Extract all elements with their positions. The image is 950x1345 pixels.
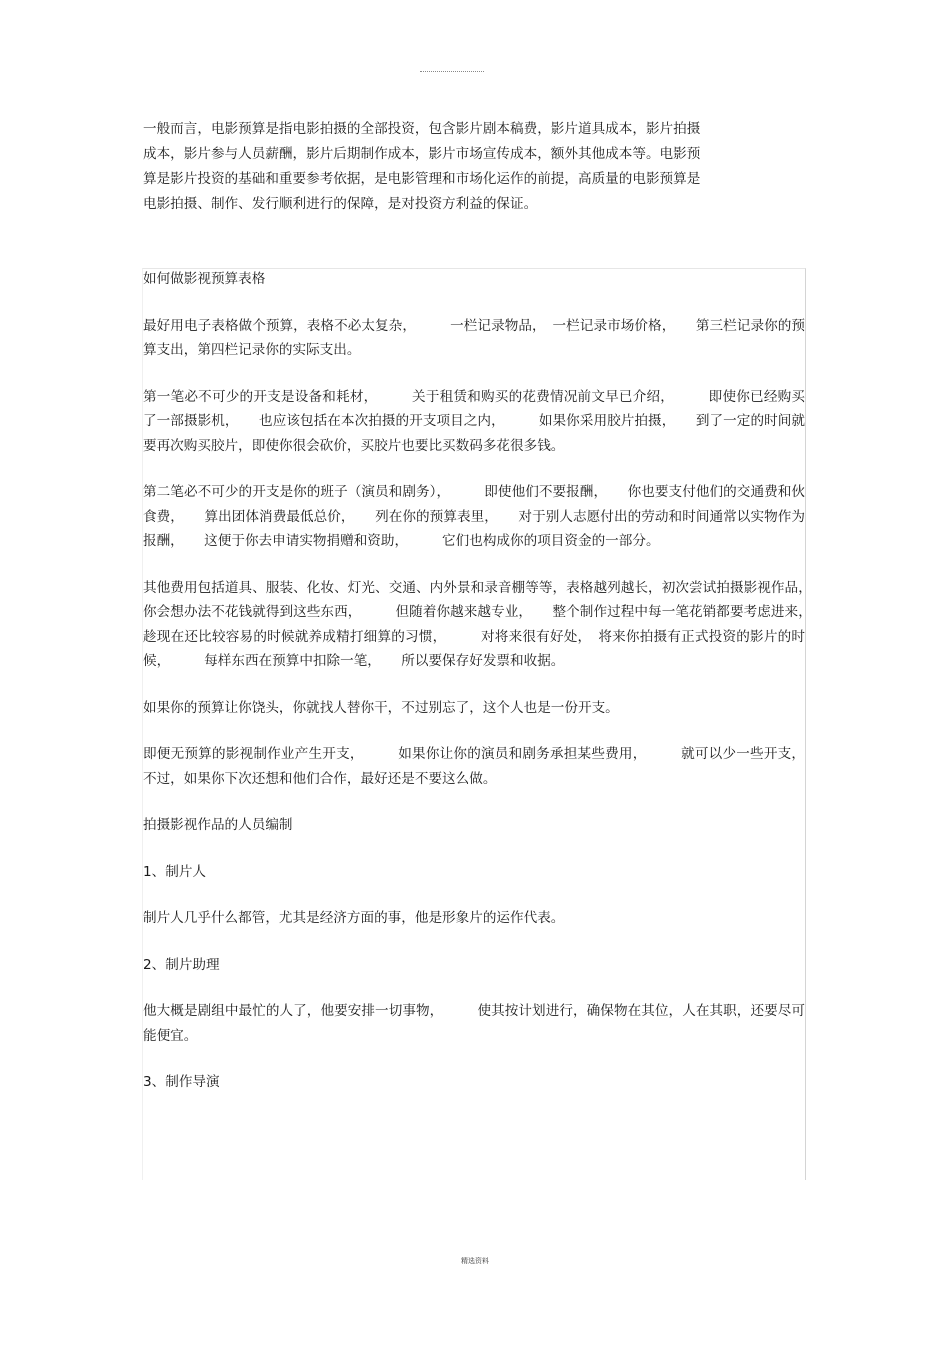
page-footer: 精选资料 xyxy=(461,1257,489,1265)
staff-item-2-text: 他大概是剧组中最忙的人了，他要安排一切事物， 使其按计划进行，确保物在其位，人在其职，还要尽可能便宜。 xyxy=(143,1003,805,1044)
paragraph-4: 其他费用包括道具、服装、化妆、灯光、交通、内外景和录音棚等等，表格越列越长，初次尝试拍摄影视作品， 你会想办法不花钱就得到这些东西， 但随着你越来越专业， 整个制作过程中每一笔花销都要考虑进来， 趁现在还比较容易的时候就养成精打细算的习惯， 对将来很有好处， 将来你拍摄有正式投资的影片的时候， 每样东西在预算中扣除一笔， 所以要保存好发票和收据。 xyxy=(143,579,846,669)
staff-item-1-text: 制片人几乎什么都管，尤其是经济方面的事，他是形象片的运作代表。 xyxy=(143,910,565,926)
staff-section-title: 拍摄影视作品的人员编制 xyxy=(143,817,293,833)
section-title: 如何做影视预算表格 xyxy=(143,271,266,287)
staff-item-1-title: 1、制片人 xyxy=(143,863,207,880)
paragraph-1: 最好用电子表格做个预算，表格不必太复杂， 一栏记录物品， 一栏记录市场价格， 第三栏记录你的预算支出，第四栏记录你的实际支出。 xyxy=(143,317,805,358)
intro-paragraph: 一般而言，电影预算是指电影拍摄的全部投资，包含影片剧本稿费，影片道具成本，影片拍摄成本，影片参与人员薪酬，影片后期制作成本，影片市场宣传成本，额外其他成本等。电影预算是影片投资的基础和重要参考依据，是电影管理和市场化运作的前提，高质量的电影预算是电影拍摄、制作、发行顺利进行的保障，是对投资方利益的保证。 xyxy=(143,121,701,212)
paragraph-2: 第一笔必不可少的开支是设备和耗材， 关于租赁和购买的花费情况前文早已介绍， 即使你已经购买了一部摄影机， 也应该包括在本次拍摄的开支项目之内， 如果你采用胶片拍摄， 到了一定的时间就要再次购买胶片，即使你很会砍价，买胶片也要比买数码多花很多钱。 xyxy=(143,388,805,454)
header-dotted-rule xyxy=(420,71,484,72)
paragraph-6: 即便无预算的影视制作业产生开支， 如果你让你的演员和剧务承担某些费用， 就可以少一些开支，不过，如果你下次还想和他们合作，最好还是不要这么做。 xyxy=(143,746,805,787)
paragraph-3: 第二笔必不可少的开支是你的班子（演员和剧务）， 即使他们不要报酬， 你也要支付他们的交通费和伙食费， 算出团体消费最低总价， 列在你的预算表里， 对于别人志愿付出的劳动和时间通常以实物作为报酬， 这便于你去申请实物捐赠和资助， 它们也构成你的项目资金的一部分。 xyxy=(143,484,805,549)
staff-item-2-title: 2、制片助理 xyxy=(143,956,220,973)
paragraph-5: 如果你的预算让你饶头，你就找人替你干，不过别忘了，这个人也是一份开支。 xyxy=(143,699,619,716)
main-content xyxy=(143,267,846,1117)
staff-item-3-title: 3、制作导演 xyxy=(143,1074,220,1090)
